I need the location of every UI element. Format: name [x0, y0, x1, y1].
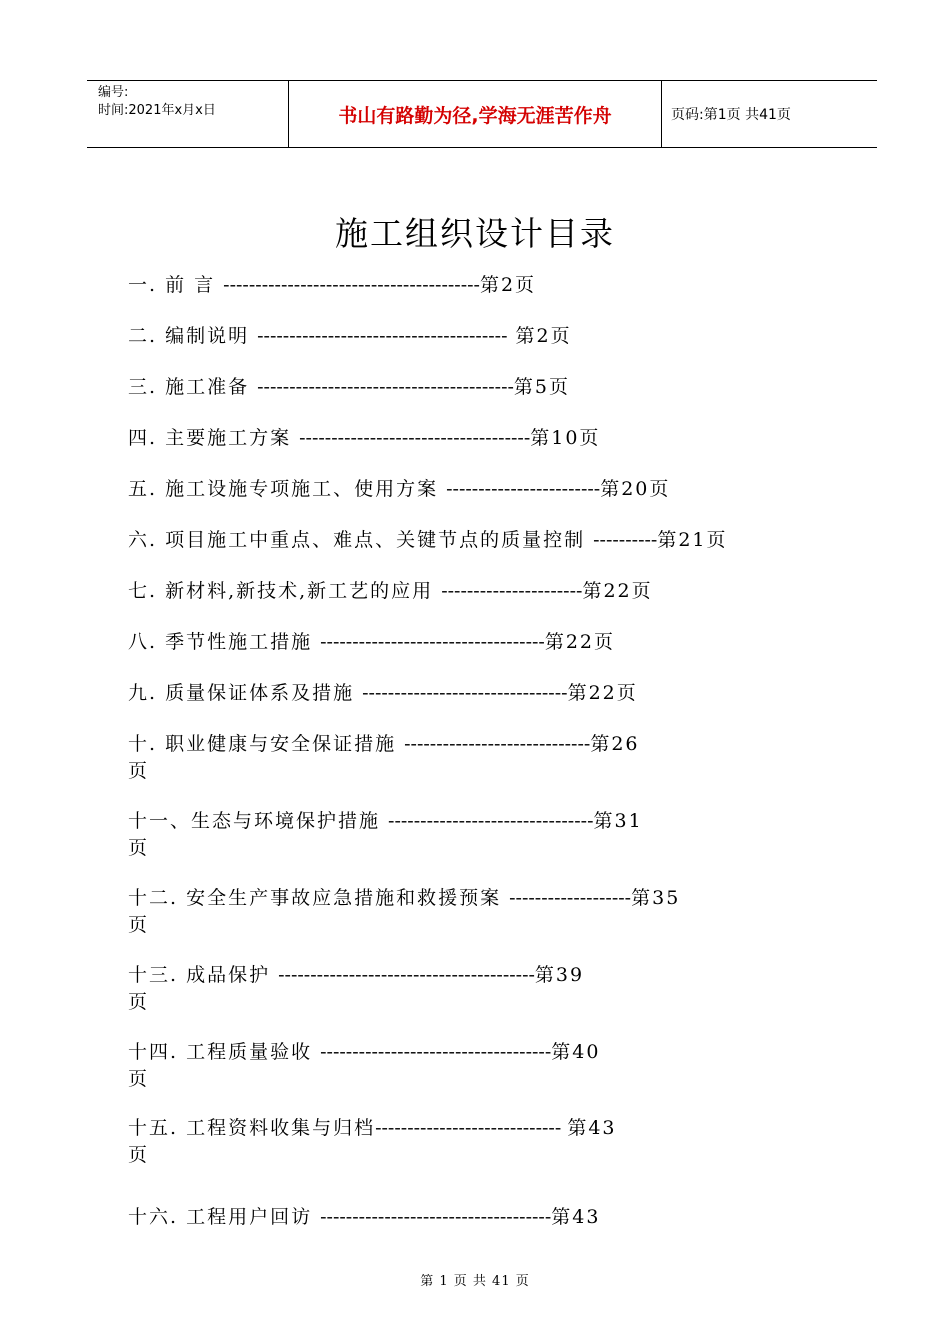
toc-entry-leader: ------------------------	[446, 478, 601, 500]
toc-entry-page-wrap: 页	[128, 914, 148, 936]
document-header	[87, 80, 877, 148]
toc-entry	[128, 321, 572, 348]
toc-entry-leader: ---------------------------------------	[257, 325, 508, 347]
toc-entry-page-wrap: 页	[128, 1068, 148, 1090]
toc-entry	[128, 627, 615, 654]
toc-entry	[128, 678, 638, 705]
toc-entry-label: 十五. 工程资料收集与归档	[128, 1117, 376, 1139]
toc-entry-label: 一. 前 言	[128, 274, 224, 296]
toc-entry-label: 十六. 工程用户回访	[128, 1206, 321, 1228]
toc-entry-label: 十四. 工程质量验收	[128, 1041, 321, 1063]
toc-entry-leader: ------------------------------------	[299, 427, 531, 449]
toc-entry-page: 第20页	[600, 478, 671, 500]
toc-entry-leader: ----------	[593, 529, 658, 551]
toc-entry-leader: ------------------------------------	[320, 1206, 552, 1228]
page-title: 施工组织设计目录	[335, 214, 615, 253]
toc-entry	[128, 1037, 600, 1064]
toc-entry-label: 三. 施工准备	[128, 376, 258, 398]
toc-entry-page: 第2页	[507, 325, 572, 347]
toc-entry-leader: -------------------	[509, 887, 632, 909]
toc-entry-page: 第22页	[567, 682, 638, 704]
toc-entry-page: 第43	[567, 1117, 617, 1139]
toc-entry	[128, 729, 640, 756]
header-page-info	[661, 81, 877, 147]
toc-entry-label: 四. 主要施工方案	[128, 427, 300, 449]
toc-entry-page: 第35	[631, 887, 681, 909]
toc-entry-page: 第39	[534, 964, 585, 986]
toc-entry	[128, 1202, 600, 1229]
toc-entry-label: 六. 项目施工中重点、难点、关键节点的质量控制	[128, 529, 594, 551]
toc-entry-leader: ----------------------------------------	[257, 376, 514, 398]
toc-entry	[128, 960, 584, 987]
toc-entry	[128, 525, 728, 552]
toc-entry-label: 八. 季节性施工措施	[128, 631, 321, 653]
toc-entry-page: 第22页	[582, 580, 653, 602]
toc-entry-page: 第10页	[530, 427, 601, 449]
toc-entry	[128, 806, 643, 833]
toc-entry-page: 第40	[551, 1041, 601, 1063]
toc-entry-leader: --------------------------------	[388, 810, 594, 832]
toc-entry-page-wrap: 页	[128, 1144, 148, 1166]
toc-entry-label: 十一、生态与环境保护措施	[128, 810, 389, 832]
page-info-text: 页码:第1页 共41页	[671, 107, 791, 123]
toc-entry-page: 第26	[590, 733, 640, 755]
toc-entry-leader: -----------------------------------	[320, 631, 545, 653]
toc-entry-page: 第21页	[657, 529, 728, 551]
toc-entry-leader: -----------------------------	[375, 1117, 568, 1139]
toc-entry-page-wrap: 页	[128, 991, 148, 1013]
toc-entry-page-wrap: 页	[128, 760, 148, 782]
toc-entry-page: 第5页	[513, 376, 571, 398]
toc-entry	[128, 576, 653, 603]
header-motto: 书山有路勤为径,学海无涯苦作舟	[288, 81, 662, 147]
toc-entry-page-wrap: 页	[128, 837, 148, 859]
toc-entry-page: 第22页	[544, 631, 616, 653]
toc-entry-leader: ----------------------------------------	[223, 274, 480, 296]
toc-entry	[128, 883, 680, 910]
toc-entry	[128, 423, 600, 450]
toc-entry-label: 十. 职业健康与安全保证措施	[128, 733, 405, 755]
page-footer: 第 1 页 共 41 页	[420, 1274, 530, 1289]
number-label: 编号:	[98, 85, 129, 100]
toc-entry-label: 五. 施工设施专项施工、使用方案	[128, 478, 447, 500]
time-label: 时间:2021年x月x日	[98, 103, 216, 118]
toc-entry	[128, 474, 670, 501]
toc-entry-leader: ----------------------	[441, 580, 583, 602]
toc-entry-label: 七. 新材料,新技术,新工艺的应用	[128, 580, 442, 602]
toc-entry-label: 十三. 成品保护	[128, 964, 279, 986]
toc-entry-leader: ----------------------------------------	[278, 964, 535, 986]
toc-entry-leader: --------------------------------	[362, 682, 568, 704]
toc-entry-page: 第31	[593, 810, 643, 832]
toc-entry	[128, 1113, 617, 1140]
toc-entry	[128, 270, 536, 297]
toc-entry-leader: -----------------------------	[404, 733, 591, 755]
toc-entry-label: 九. 质量保证体系及措施	[128, 682, 363, 704]
toc-entry-label: 二. 编制说明	[128, 325, 258, 347]
toc-entry-leader: ------------------------------------	[320, 1041, 552, 1063]
toc-entry-label: 十二. 安全生产事故应急措施和救援预案	[128, 887, 510, 909]
toc-entry	[128, 372, 570, 399]
header-meta	[87, 81, 288, 147]
toc-entry-page: 第43	[551, 1206, 601, 1228]
toc-entry-page: 第2页	[479, 274, 537, 296]
